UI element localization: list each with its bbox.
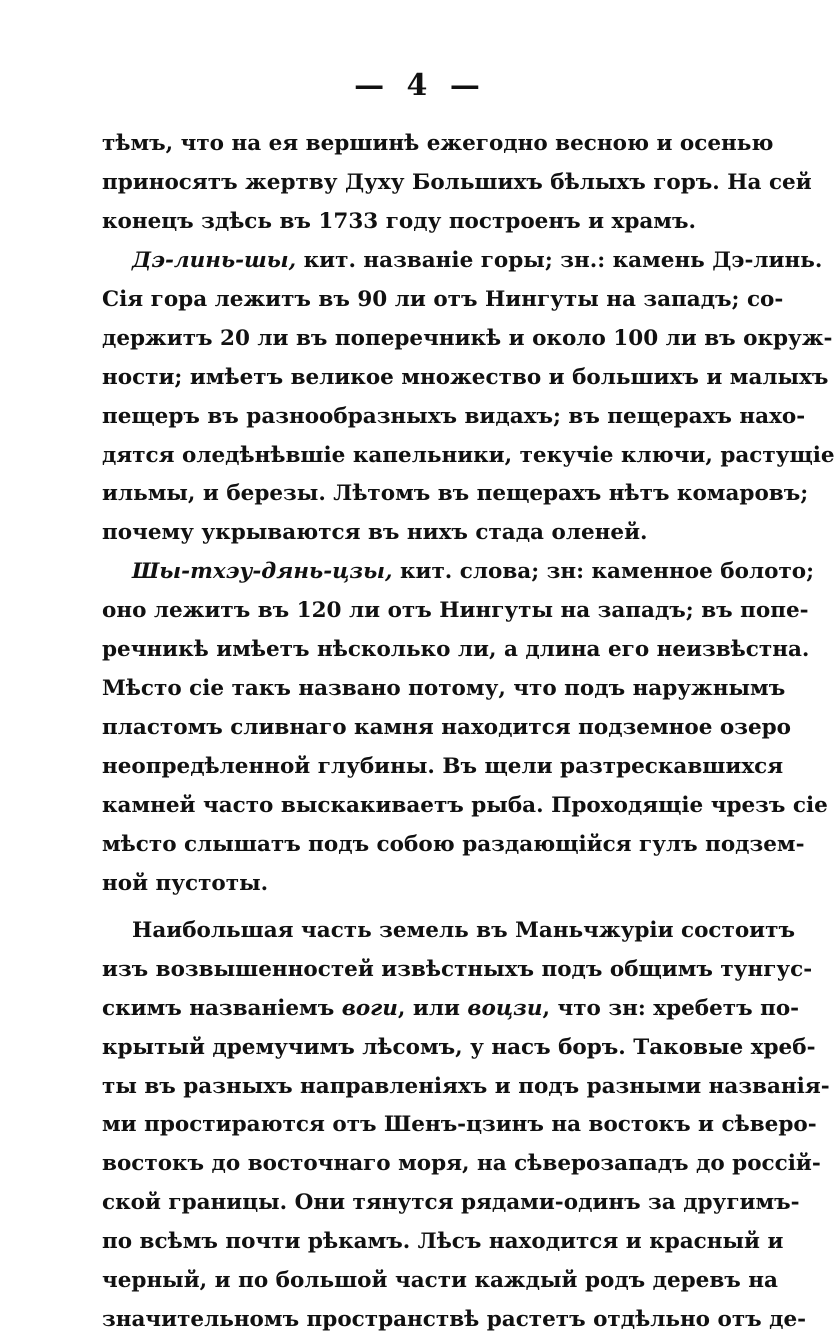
text-line: мѣсто слышатъ подъ собою раздающійся гулъ подзем-	[102, 831, 805, 857]
italic-term: воги	[341, 995, 398, 1021]
text-line: по всѣмъ почти рѣкамъ. Лѣсъ находится и красный и	[102, 1229, 784, 1255]
text-line: ми простираются отъ Шенъ-цзинъ на востокъ и сѣверо-	[102, 1112, 817, 1138]
text-line: изъ возвышенностей извѣстныхъ подъ общимъ тунгус-	[102, 956, 813, 982]
paragraph	[102, 242, 835, 554]
text-fragment: кит. слова; зн: каменное болото;	[392, 559, 815, 585]
text-line: приносятъ жертву Духу Большихъ бѣлыхъ горъ. На сей	[102, 169, 812, 195]
text-line: Мѣсто сіе такъ названо потому, что подъ наружнымъ	[102, 676, 786, 702]
italic-term: Дэ-линь-шы,	[132, 247, 297, 273]
text-line: ильмы, и березы. Лѣтомъ въ пещерахъ нѣтъ комаровъ;	[102, 481, 809, 507]
text-line: крытый дремучимъ лѣсомъ, у насъ боръ. Таковые хреб-	[102, 1034, 816, 1060]
text-line: камней часто выскакиваетъ рыба. Проходящіе чрезъ сіе	[102, 792, 828, 818]
text-fragment: , или	[397, 995, 468, 1021]
text-line: черный, и по большой части каждый родъ деревъ на	[102, 1268, 778, 1294]
text-line	[102, 242, 823, 281]
text-line: дятся оледѣнѣвшіе капельники, текучіе ключи, растущіе	[102, 442, 835, 468]
paragraph-gap	[102, 904, 710, 912]
text-line: почему укрываются въ нихъ стада оленей.	[102, 520, 648, 546]
text-line: значительномъ пространствѣ растетъ отдѣльно отъ де-	[102, 1307, 807, 1333]
text-fragment: скимъ названіемъ	[102, 995, 342, 1021]
text-fragment: кит. названіе горы; зн.: камень Дэ-линь.	[296, 247, 823, 273]
text-line: ты въ разныхъ направленіяхъ и подъ разными названія-	[102, 1073, 830, 1099]
paragraph	[102, 125, 812, 242]
page-text	[102, 125, 835, 1340]
text-line: конецъ здѣсь въ 1733 году построенъ и храмъ.	[102, 208, 696, 234]
text-line: востокъ до восточнаго моря, на сѣверозападъ до россій-	[102, 1151, 821, 1177]
text-line: пещеръ въ разнообразныхъ видахъ; въ пещерахъ нахо-	[102, 403, 806, 429]
page-number: — 4 —	[354, 68, 486, 103]
text-line: пластомъ сливнаго камня находится подземное озеро	[102, 715, 791, 741]
italic-term: Шы-тхэу-дянь-цзы,	[132, 559, 393, 585]
text-line: речникѣ имѣетъ нѣсколько ли, а длина его неизвѣстна.	[102, 637, 810, 663]
text-line: держитъ 20 ли въ поперечникѣ и около 100 ли въ окруж-	[102, 325, 833, 351]
text-line: Наибольшая часть земель въ Маньчжуріи состоитъ	[132, 917, 795, 943]
paragraph	[102, 912, 830, 1340]
text-line: ности; имѣетъ великое множество и большихъ и малыхъ	[102, 364, 829, 390]
text-line: неопредѣленной глубины. Въ щели разтрескавшихся	[102, 754, 784, 779]
text-line: ской границы. Они тянутся рядами-одинъ за другимъ-	[102, 1190, 800, 1216]
text-line: Сія гора лежитъ въ 90 ли отъ Нингуты на западъ; со-	[102, 286, 784, 312]
italic-term: воцзи	[467, 995, 543, 1021]
paragraph	[102, 553, 828, 903]
text-line	[102, 990, 800, 1029]
text-line: оно лежитъ въ 120 ли отъ Нингуты на западъ; въ попе-	[102, 598, 809, 624]
text-line: тѣмъ, что на ея вершинѣ ежегодно весною и осенью	[102, 131, 774, 156]
text-fragment: , что зн: хребетъ по-	[542, 995, 800, 1021]
text-line	[102, 553, 815, 592]
text-line: ной пустоты.	[102, 870, 269, 896]
